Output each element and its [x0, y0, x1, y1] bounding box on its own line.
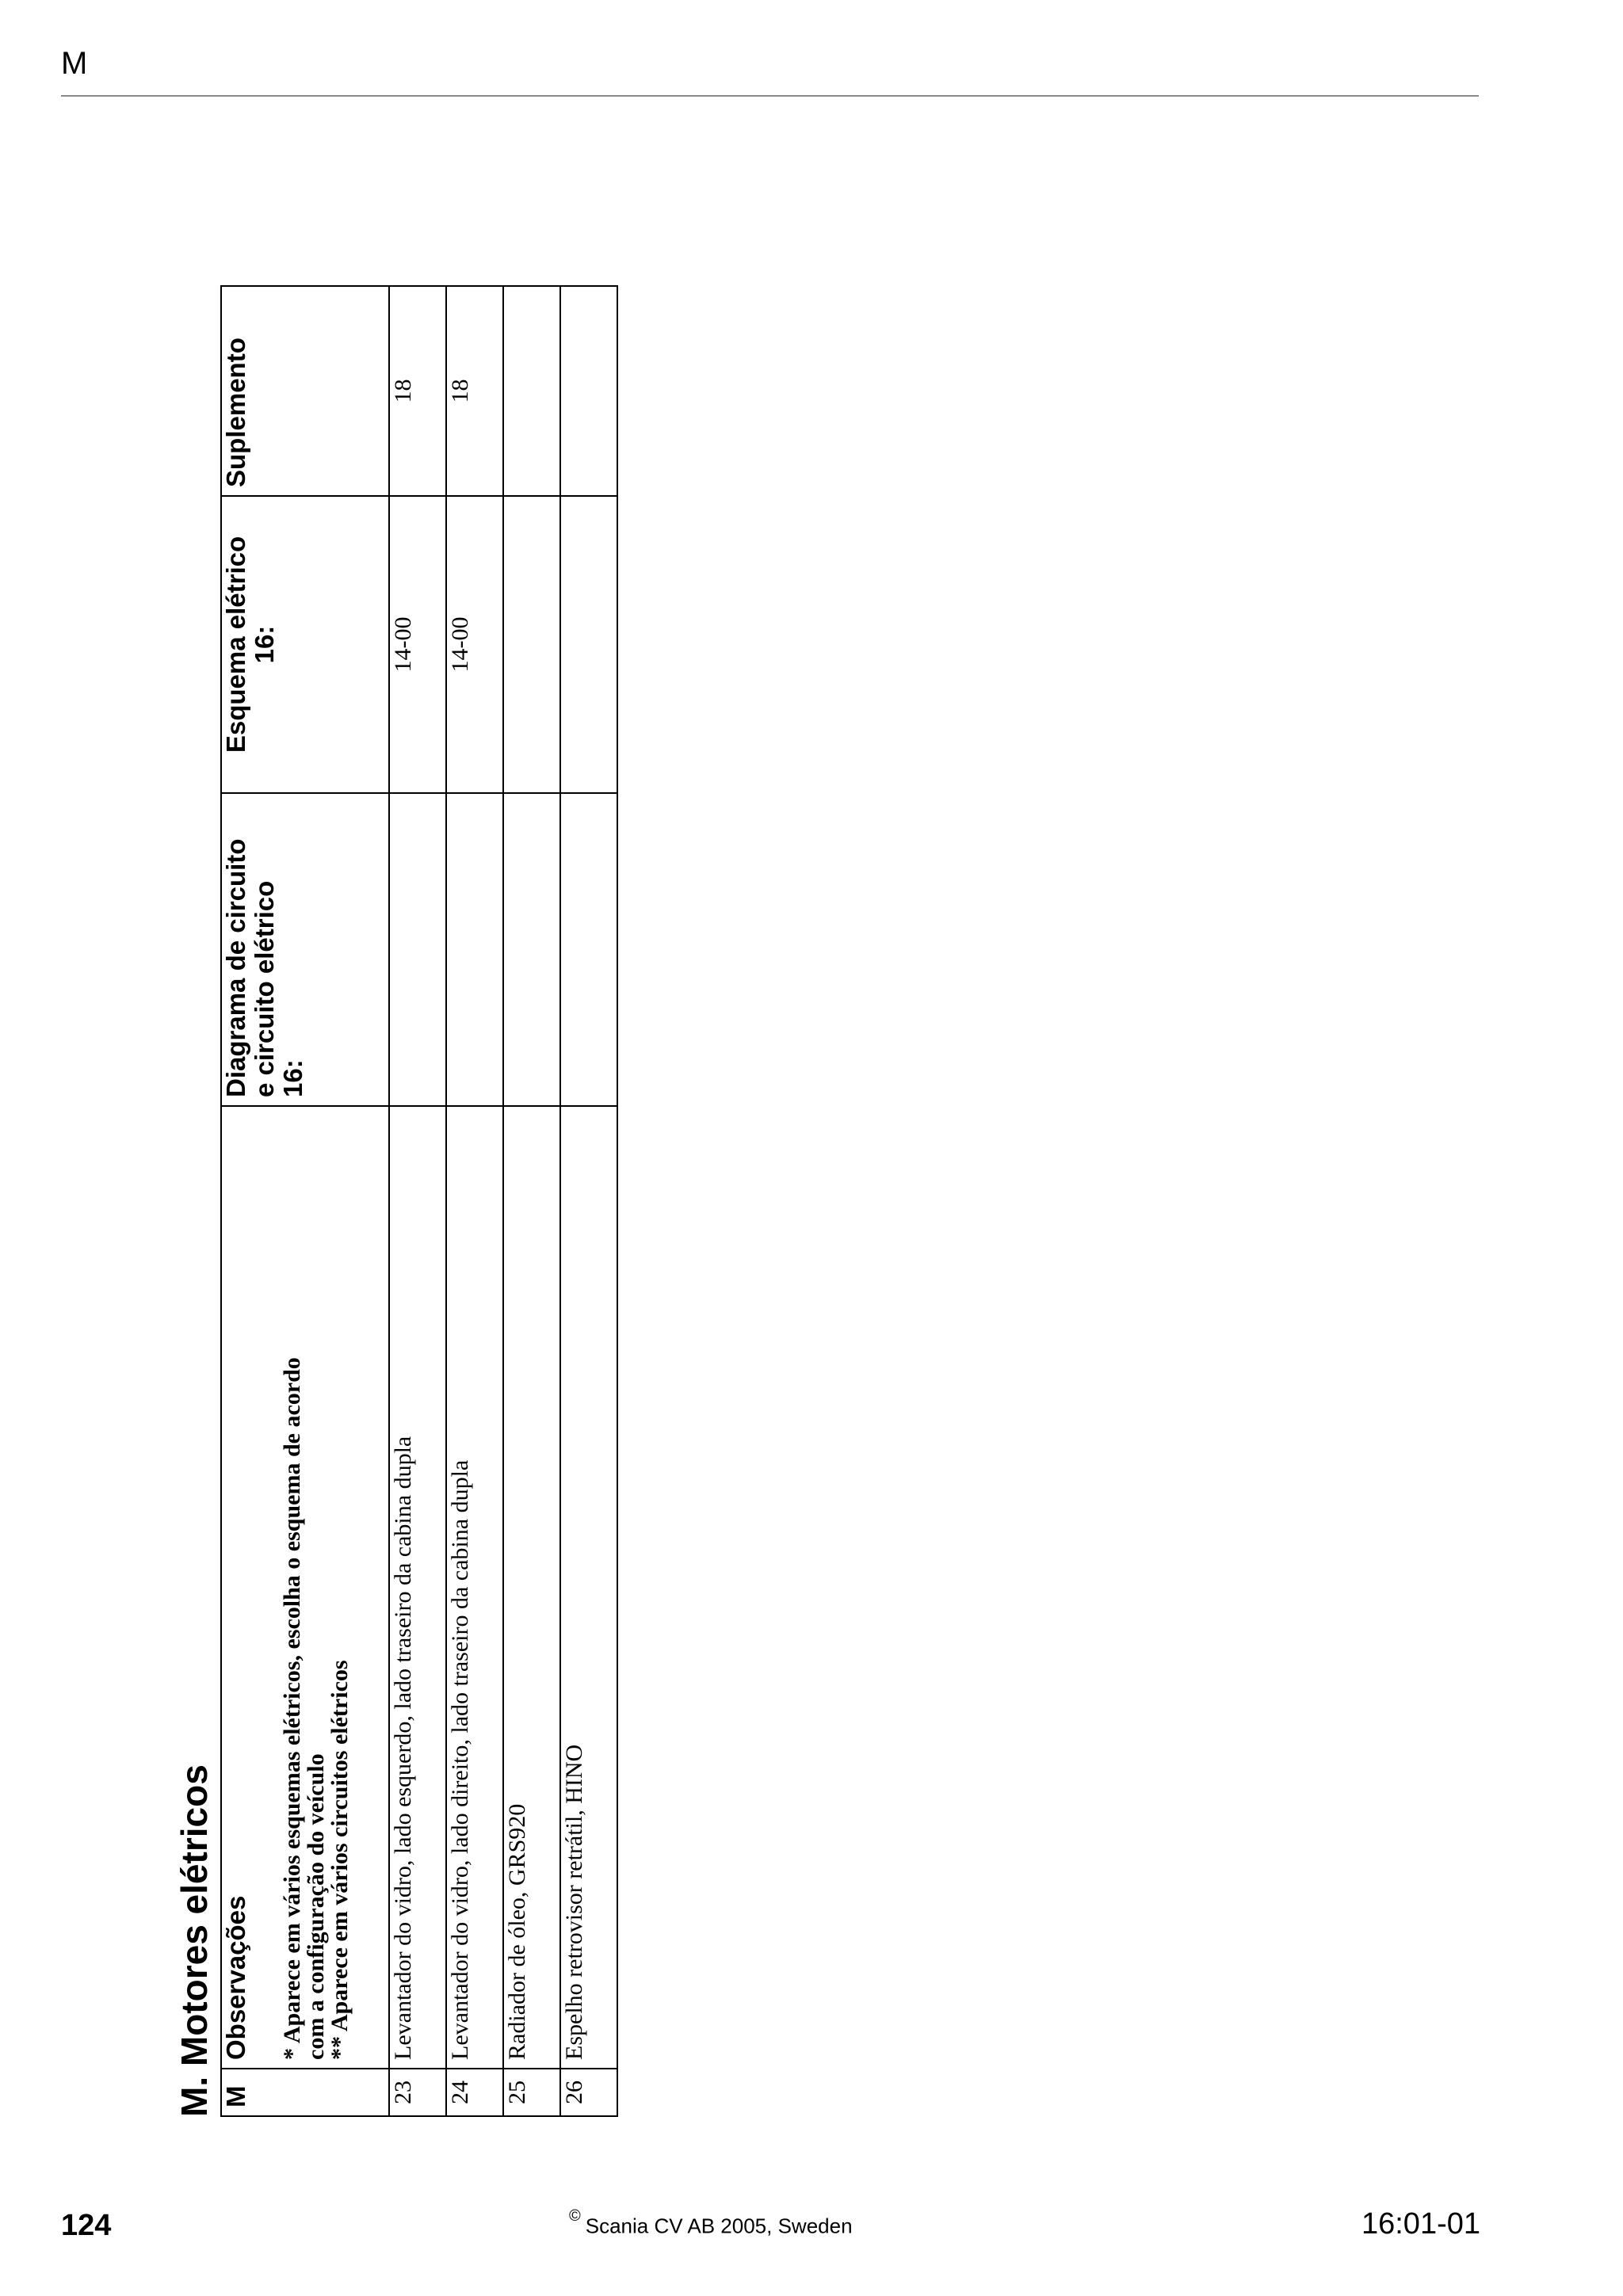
- cell-m: 26: [560, 2069, 617, 2116]
- column-header-diagrama: [222, 802, 307, 1097]
- column-header-observacoes: Observações: [221, 1895, 250, 2060]
- cell-diagrama: [446, 793, 503, 1106]
- header-cell-suplemento: [221, 286, 389, 496]
- column-header-suplemento: Suplemento: [221, 338, 250, 487]
- table-header-row: [221, 286, 389, 2116]
- cell-suplemento: [560, 286, 617, 496]
- copyright-symbol: ©: [569, 2207, 581, 2225]
- cell-esquema: 14-00: [389, 496, 446, 793]
- page-number: 124: [61, 2209, 112, 2242]
- table-row: [389, 286, 446, 2116]
- cell-observacoes: Levantador do vidro, lado esquerdo, lado traseiro da cabina dupla: [389, 1106, 446, 2069]
- cell-esquema: [503, 496, 560, 793]
- rotated-table-block: [170, 287, 631, 2117]
- cell-suplemento: 18: [446, 286, 503, 496]
- cell-diagrama: [560, 793, 617, 1106]
- cell-esquema: [560, 496, 617, 793]
- cell-esquema: 14-00: [446, 496, 503, 793]
- cell-m: 23: [389, 2069, 446, 2116]
- cell-suplemento: [503, 286, 560, 496]
- column-header-esquema: [222, 505, 279, 784]
- cell-m: 25: [503, 2069, 560, 2116]
- table-row: [446, 286, 503, 2116]
- components-table: [220, 285, 618, 2117]
- diagrama-line-2: e circuito elétrico: [250, 880, 279, 1097]
- note-line-2: com a configuração do veículo: [303, 1753, 329, 2060]
- diagrama-line-1: Diagrama de circuito: [221, 838, 250, 1097]
- header-notes: [281, 1115, 352, 2060]
- note-line-3: ** Aparece em vários circuitos elétricos: [327, 1660, 353, 2060]
- header-divider: [61, 95, 1479, 97]
- cell-suplemento: 18: [389, 286, 446, 496]
- table-row: [503, 286, 560, 2116]
- rotated-content: [170, 287, 631, 2117]
- header-cell-esquema: [221, 496, 389, 793]
- header-cell-obs: [221, 1106, 389, 2069]
- cell-diagrama: [389, 793, 446, 1106]
- document-code: 16:01-01: [1361, 2207, 1480, 2241]
- cell-diagrama: [503, 793, 560, 1106]
- section-title: M. Motores elétricos: [174, 1764, 215, 2117]
- copyright-notice: [569, 2207, 853, 2239]
- cell-m: 24: [446, 2069, 503, 2116]
- esquema-line-2: 16:: [250, 625, 279, 664]
- header-cell-m: [221, 2069, 389, 2116]
- cell-observacoes: Radiador de óleo, GRS920: [503, 1106, 560, 2069]
- note-line-1: * Aparece em vários esquemas elétricos, escolha o esquema de acordo: [279, 1357, 305, 2060]
- esquema-line-1: Esquema elétrico: [221, 536, 250, 753]
- copyright-text: Scania CV AB 2005, Sweden: [585, 2214, 853, 2238]
- column-header-m: M: [221, 2085, 250, 2107]
- diagrama-line-3: 16:: [278, 1059, 307, 1097]
- header-section-letter: M: [61, 46, 88, 81]
- header-cell-diagrama: [221, 793, 389, 1106]
- cell-observacoes: Espelho retrovisor retrátil, HINO: [560, 1106, 617, 2069]
- table-row: [560, 286, 617, 2116]
- cell-observacoes: Levantador do vidro, lado direito, lado traseiro da cabina dupla: [446, 1106, 503, 2069]
